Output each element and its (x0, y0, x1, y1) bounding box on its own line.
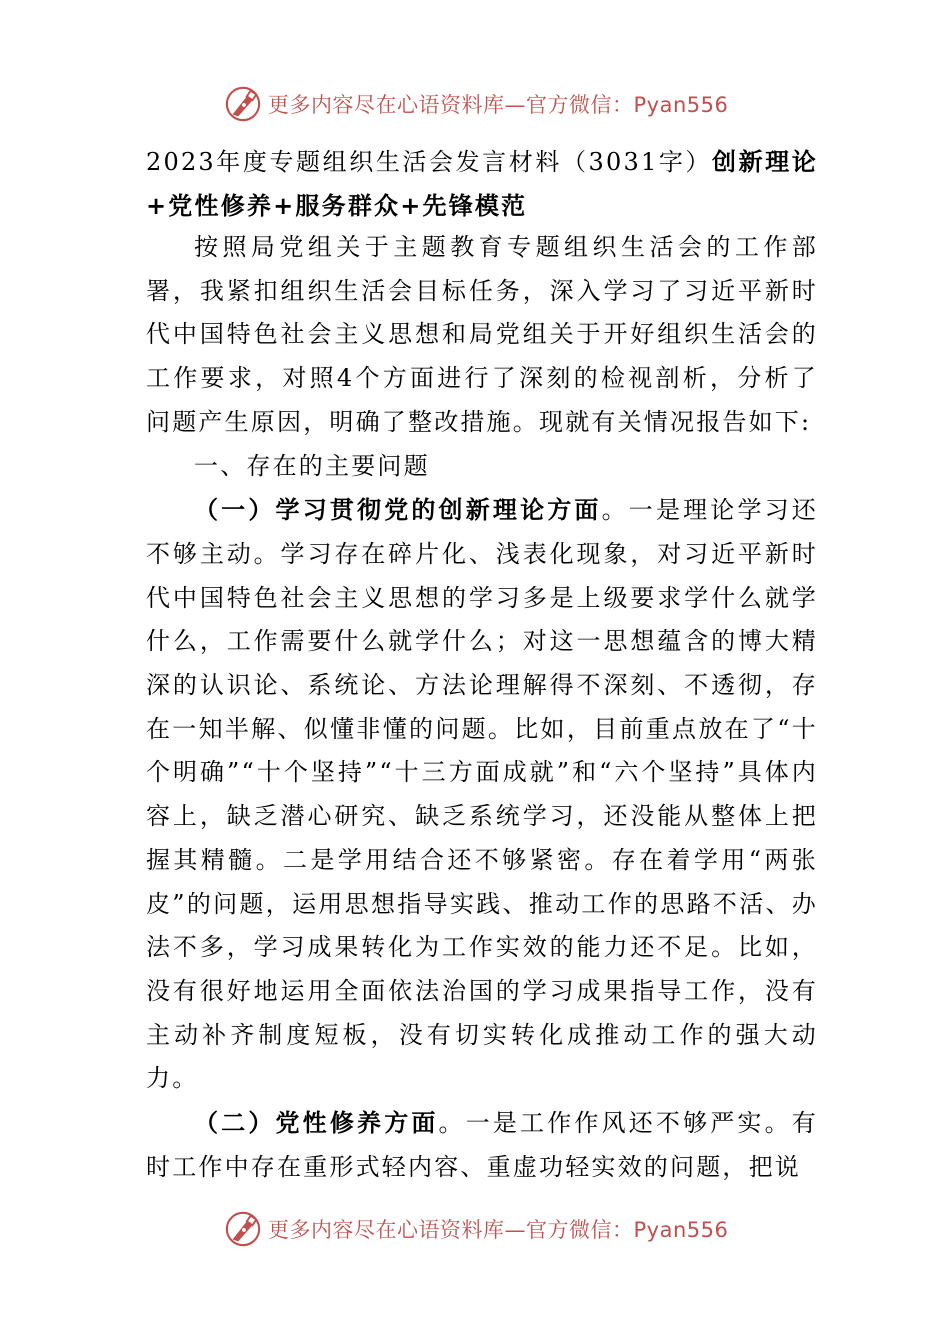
intro-paragraph: 按照局党组关于主题教育专题组织生活会的工作部署，我紧扣组织生活会目标任务，深入学习了习近平新时代中国特色社会主义思想和局党组关于开好组织生活会的工作要求，对照4个方面进行了深刻的检视剖析，分析了问题产生原因，明确了整改措施。现就有关情况报告如下: (146, 233, 818, 436)
pen-nib-icon (224, 1210, 262, 1248)
title-bold: 创新理论+党性修养+服务群众+先锋模范 (146, 147, 818, 220)
paragraph-2 (146, 1101, 818, 1189)
watermark-top (224, 84, 744, 124)
document-body (146, 226, 818, 1189)
paragraph-1-heading: （一）学习贯彻党的创新理论方面 (194, 495, 602, 525)
watermark-bottom (224, 1209, 744, 1249)
pen-nib-icon (224, 85, 262, 123)
title-regular: 2023年度专题组织生活会发言材料（3031字） (146, 148, 712, 176)
paragraph-1-body: 。一是理论学习还不够主动。学习存在碎片化、浅表化现象，对习近平新时代中国特色社会主义思想的学习多是上级要求学什么就学什么，工作需要什么就学什么；对这一思想蕴含的博大精深的认识论、系统论、方法论理解得不深刻、不透彻，存在一知半解、似懂非懂的问题。比如，目前重点放在了“十个明确”“十个坚持”“十三方面成就”和“六个坚持”具体内容上，缺乏潜心研究、缺乏系统学习，还没能从整体上把握其精髓。二是学用结合还不够紧密。存在着学用“两张皮”的问题，运用思想指导实践、推动工作的思路不活、办法不多，学习成果转化为工作实效的能力还不足。比如，没有很好地运用全面依法治国的学习成果指导工作，没有主动补齐制度短板，没有切实转化成推动工作的强大动力。 (146, 496, 818, 1093)
document-title (146, 140, 818, 228)
paragraph-2-heading: （二）党性修养方面 (194, 1108, 439, 1138)
paragraph-2-body: 。一是工作作风还不够严实。有时工作中存在重形式轻内容、重虚功轻实效的问题，把说 (146, 1109, 818, 1181)
section-heading: 一、存在的主要问题 (194, 451, 430, 480)
watermark-text: 更多内容尽在心语资料库—官方微信：Pyan556 (268, 1218, 729, 1242)
paragraph-1 (146, 488, 818, 1101)
watermark-text: 更多内容尽在心语资料库—官方微信：Pyan556 (268, 93, 729, 117)
